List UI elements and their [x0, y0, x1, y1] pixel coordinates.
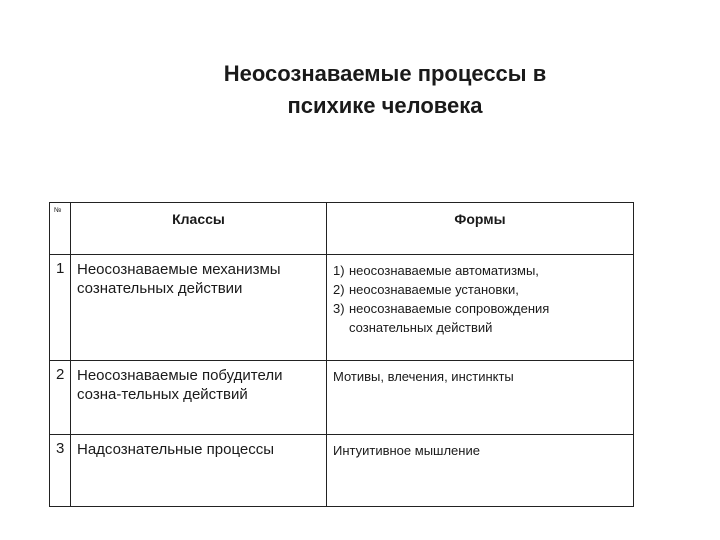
class-name: Неосознаваемые побудители созна-тельных действий [71, 361, 327, 435]
table-header-row [50, 203, 634, 255]
forms-text: Интуитивное мышление [327, 435, 634, 507]
header-number: № [50, 203, 71, 255]
row-number: 1 [50, 255, 71, 361]
table-row [50, 361, 634, 435]
class-name: Надсознательные процессы [71, 435, 327, 507]
header-classes: Классы [71, 203, 327, 255]
form-item: 1) неосознаваемые автоматизмы, [333, 263, 539, 278]
slide-title-line-1: Неосознаваемые процессы в [223, 61, 547, 86]
row-number: 3 [50, 435, 71, 507]
forms-text: Мотивы, влечения, инстинкты [327, 361, 634, 435]
slide-title-line-2: психике человека [287, 93, 483, 118]
form-item-continuation: сознательных действий [349, 320, 493, 335]
classes-table [49, 202, 634, 507]
row-number: 2 [50, 361, 71, 435]
form-item: 2) неосознаваемые установки, [333, 282, 519, 297]
form-item: 3) неосознаваемые сопровождения [333, 301, 550, 316]
table-row [50, 255, 634, 361]
table-row [50, 435, 634, 507]
slide-title [150, 58, 620, 122]
header-forms: Формы [327, 203, 634, 255]
forms-list [327, 255, 634, 361]
class-name: Неосознаваемые механизмы сознательных действии [71, 255, 327, 361]
